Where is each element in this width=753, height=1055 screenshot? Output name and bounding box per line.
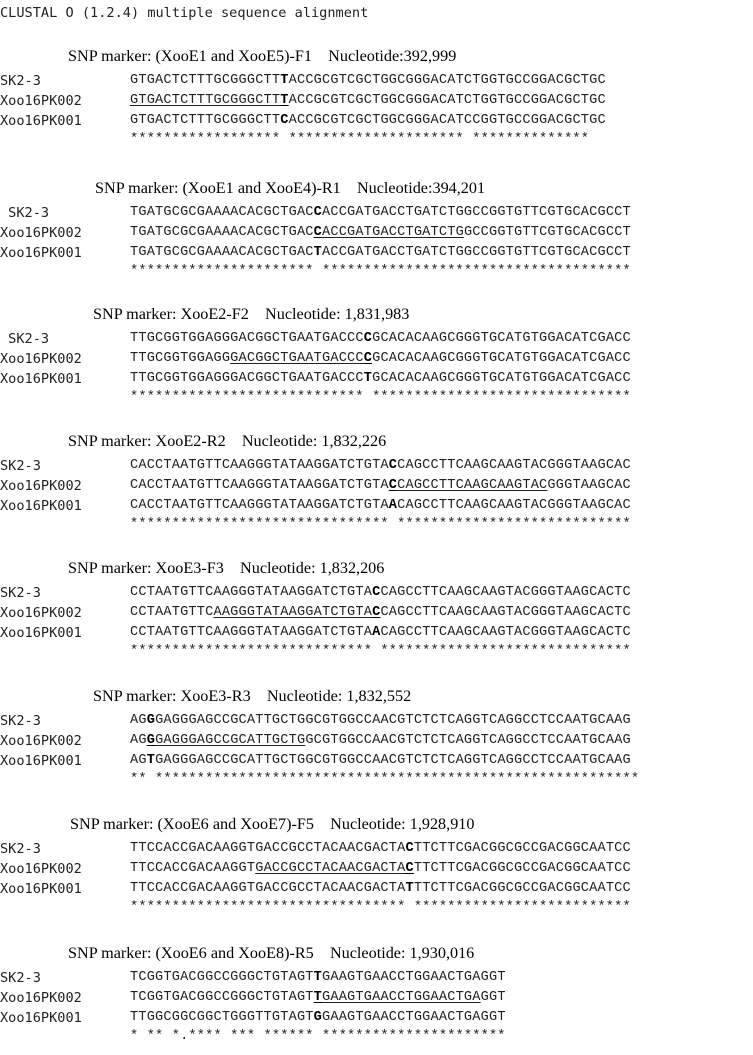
consensus-line: ***************************** ****************************** [130,644,631,659]
sequence-text [130,71,606,91]
sequence-name: SK2-3 [0,970,41,986]
consensus-line: ********************************* ************************** [130,900,631,915]
sequence-name: Xoo16PK002 [0,861,82,877]
sequence-text [130,91,606,111]
sequence-segment: GAAGTGAACCTGGAACTGAGGT [322,970,506,985]
sequence-name: SK2-3 [0,458,41,474]
sequence-segment: GTGACTCTTTGCGGGCTT [130,73,281,88]
sequence-segment: ACCGCGTCGCTGGCGGGACATCTGGTGCCGGACGCTGC [288,73,606,88]
sequence-segment: TTCTTCGACGGCGCCGACGGCAATCC [413,841,631,856]
primer-segment: CAGCCTTCAAGCAAGTAC [397,478,548,493]
snp-base: T [146,753,156,768]
sequence-segment: CAGCCTTCAAGCAAGTACGGGTAAGCACTC [380,605,631,620]
sequence-segment: TCGGTGACGGCCGGGCTGTAGT [130,990,314,1005]
sequence-name: SK2-3 [0,73,41,89]
primer-segment: GAAGTGAACCTGGAACTGA [322,990,481,1005]
sequence-text [130,476,631,496]
snp-base: G [313,1010,323,1025]
sequence-name: SK2-3 [0,841,41,857]
primer-segment: GACGGCTGAATGACCC [230,351,364,366]
sequence-segment: ACCGCGTCGCTGGCGGGACATCCGGTGCCGGACGCTGC [288,113,606,128]
sequence-text [130,879,631,899]
snp-base: C [388,458,398,473]
sequence-text [130,603,631,623]
snp-marker-title: SNP marker: XooE3-F3 Nucleotide: 1,832,206 [68,559,385,577]
sequence-segment: TGATGCGCGAAAACACGCTGAC [130,225,314,240]
snp-base: C [363,331,373,346]
primer-segment: AAGGGTATAAGGATCTGTA [213,605,373,620]
sequence-name: SK2-3 [0,713,41,729]
snp-base: C [372,605,381,620]
sequence-segment: AG [130,713,147,728]
snp-marker-title: SNP marker: (XooE6 and XooE7)-F5 Nucleotide: 1,928,910 [70,815,475,833]
sequence-segment: ACCGATGACCTGATCTGGCCGGTGTTCGTGCACGCCT [322,205,631,220]
sequence-segment: CCTAATGTTCAAGGGTATAAGGATCTGTA [130,625,373,640]
snp-base: T [313,990,323,1005]
snp-base: T [363,371,373,386]
sequence-segment: AG [130,733,147,748]
sequence-text [130,583,631,603]
sequence-name: SK2-3 [0,331,50,347]
sequence-name: SK2-3 [0,205,50,221]
sequence-segment: TGATGCGCGAAAACACGCTGAC [130,205,314,220]
sequence-segment: CAGCCTTCAAGCAAGTACGGGTAAGCAC [397,458,631,473]
sequence-name: Xoo16PK001 [0,245,82,261]
snp-marker-title: SNP marker: (XooE1 and XooE5)-F1 Nucleotide:392,999 [68,47,457,65]
snp-base: C [280,113,289,128]
sequence-segment: GCACACAAGCGGGTGCATGTGGACATCGACC [372,331,631,346]
sequence-name: Xoo16PK001 [0,1010,82,1026]
sequence-segment: CAGCCTTCAAGCAAGTACGGGTAAGCAC [397,498,631,513]
snp-base: C [388,478,398,493]
snp-base: T [280,73,289,88]
sequence-segment: TCGGTGACGGCCGGGCTGTAGT [130,970,314,985]
sequence-segment: TTGCGGTGGAGGGACGGCTGAATGACCC [130,371,364,386]
sequence-text [130,988,506,1008]
sequence-segment: GAAGTGAACCTGGAACTGAGGT [322,1010,506,1025]
sequence-segment: CCTAATGTTCAAGGGTATAAGGATCTGTA [130,585,373,600]
sequence-text [130,369,631,389]
consensus-line: ********************** ************************************* [130,264,631,279]
sequence-text [130,1008,506,1028]
sequence-segment: CAGCCTTCAAGCAAGTACGGGTAAGCACTC [380,625,631,640]
consensus-line: * ** *.**** *** ****** ********************** [130,1029,506,1044]
snp-base: A [388,498,398,513]
sequence-segment: TTGGCGGCGGCTGGGTTGTAGT [130,1010,314,1025]
sequence-name: Xoo16PK001 [0,498,82,514]
sequence-segment: CACCTAATGTTCAAGGGTATAAGGATCTGTA [130,458,389,473]
consensus-line: ******************************* **************************** [130,517,631,532]
consensus-line: **************************** ******************************* [130,390,631,405]
sequence-segment: TTCCACCGACAAGGTGACCGCCTACAACGACTA [130,841,406,856]
sequence-segment: TTGCGGTGGAGG [130,351,231,366]
sequence-name: Xoo16PK002 [0,733,82,749]
sequence-text [130,751,631,771]
snp-base: C [363,351,373,366]
sequence-segment: GCGTGGCCAACGTCTCTCAGGTCAGGCCTCCAATGCAAG [305,733,631,748]
consensus-line: ****************** ********************* ************** [130,132,590,147]
sequence-segment: CACCTAATGTTCAAGGGTATAAGGATCTGTA [130,478,389,493]
sequence-segment: TTGCGGTGGAGGGACGGCTGAATGACCC [130,331,364,346]
sequence-text [130,496,631,516]
snp-base: T [313,970,323,985]
clustal-header: CLUSTAL O (1.2.4) multiple sequence alignment [0,5,369,21]
sequence-text [130,859,631,879]
snp-marker-title: SNP marker: (XooE1 and XooE4)-R1 Nucleotide:394,201 [95,179,486,197]
sequence-text [130,456,631,476]
snp-marker-title: SNP marker: XooE2-F2 Nucleotide: 1,831,983 [93,305,410,323]
sequence-text [130,731,631,751]
sequence-segment: ACCGCGTCGCTGGCGGGACATCTGGTGCCGGACGCTGC [288,93,606,108]
sequence-segment: GGT [480,990,506,1005]
sequence-name: Xoo16PK002 [0,93,82,109]
sequence-name: SK2-3 [0,585,41,601]
sequence-text [130,223,631,243]
sequence-segment: CACCTAATGTTCAAGGGTATAAGGATCTGTA [130,498,389,513]
snp-base: T [405,881,414,896]
sequence-text [130,329,631,349]
sequence-name: Xoo16PK001 [0,881,82,897]
sequence-segment: GCCGGTGTTCGTGCACGCCT [463,225,631,240]
snp-base: A [372,625,381,640]
sequence-segment: GTGACTCTTTGCGGGCTT [130,113,281,128]
sequence-segment: GAGGGAGCCGCATTGCTGGCGTGGCCAACGTCTCTCAGGTCAGGCCTCCAATGCAAG [155,713,631,728]
primer-segment: GTGACTCTTTGCGGGCTT [130,93,281,108]
primer-segment: ACCGATGACCTGATCTG [322,225,464,240]
snp-marker-title: SNP marker: XooE3-R3 Nucleotide: 1,832,552 [93,687,412,705]
sequence-text [130,839,631,859]
snp-base: G [146,733,156,748]
primer-segment: GAGGGAGCCGCATTGCTG [155,733,306,748]
sequence-name: Xoo16PK001 [0,753,82,769]
snp-base: T [280,93,289,108]
snp-base: T [313,245,323,260]
sequence-segment: TTCCACCGACAAGGTGACCGCCTACAACGACTA [130,881,406,896]
sequence-segment: TTCTTCGACGGCGCCGACGGCAATCC [413,881,631,896]
sequence-segment: GCACACAAGCGGGTGCATGTGGACATCGACC [372,351,631,366]
snp-base: C [313,225,323,240]
sequence-segment: CAGCCTTCAAGCAAGTACGGGTAAGCACTC [380,585,631,600]
sequence-segment: AG [130,753,147,768]
sequence-name: Xoo16PK002 [0,605,82,621]
sequence-name: Xoo16PK002 [0,990,82,1006]
sequence-segment: GGGTAAGCAC [547,478,631,493]
snp-base: C [405,841,414,856]
sequence-text [130,623,631,643]
consensus-line: ** ********************************************************** [130,772,640,787]
sequence-text [130,203,631,223]
sequence-segment: TTCCACCGACAAGGT [130,861,256,876]
sequence-segment: TGATGCGCGAAAACACGCTGAC [130,245,314,260]
snp-base: G [146,713,156,728]
sequence-name: Xoo16PK001 [0,625,82,641]
sequence-segment: GCACACAAGCGGGTGCATGTGGACATCGACC [372,371,631,386]
sequence-name: Xoo16PK001 [0,371,82,387]
snp-base: C [372,585,381,600]
sequence-segment: ACCGATGACCTGATCTGGCCGGTGTTCGTGCACGCCT [322,245,631,260]
sequence-segment: CCTAATGTTC [130,605,214,620]
sequence-name: Xoo16PK002 [0,478,82,494]
snp-marker-title: SNP marker: (XooE6 and XooE8)-R5 Nucleotide: 1,930,016 [68,944,475,962]
sequence-text [130,349,631,369]
primer-segment: GACCGCCTACAACGACTA [255,861,406,876]
snp-base: C [405,861,414,876]
sequence-name: Xoo16PK001 [0,113,82,129]
sequence-text [130,968,506,988]
sequence-name: Xoo16PK002 [0,225,82,241]
sequence-name: Xoo16PK002 [0,351,82,367]
sequence-segment: GAGGGAGCCGCATTGCTGGCGTGGCCAACGTCTCTCAGGTCAGGCCTCCAATGCAAG [155,753,631,768]
sequence-segment: TTCTTCGACGGCGCCGACGGCAATCC [413,861,631,876]
sequence-text [130,111,606,131]
snp-base: C [313,205,323,220]
snp-marker-title: SNP marker: XooE2-R2 Nucleotide: 1,832,226 [68,432,387,450]
sequence-text [130,711,631,731]
sequence-text [130,243,631,263]
